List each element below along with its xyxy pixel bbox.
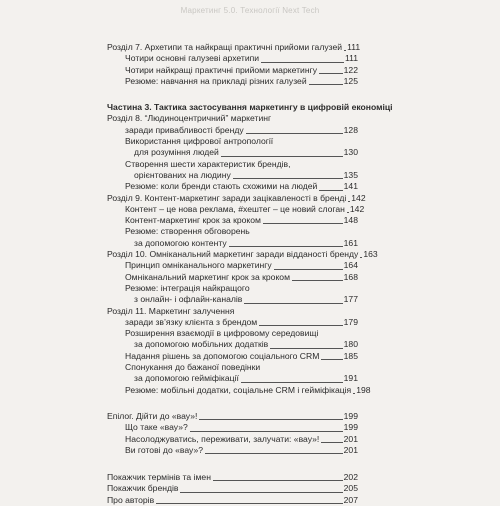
toc-entry-section — [107, 260, 358, 271]
dot-leader — [309, 84, 343, 85]
dot-leader — [244, 303, 342, 304]
toc-entry-page: 122 — [343, 64, 358, 75]
toc-entry-section: Створення шести характеристик брендів, — [125, 158, 291, 169]
toc-entry-section — [107, 215, 358, 226]
toc-entry-section: Резюме: створення обговорень — [125, 226, 250, 237]
dot-leader — [221, 156, 343, 157]
toc-entry-section — [107, 65, 358, 76]
toc-entry-index-brands — [107, 483, 358, 494]
toc-entry-page: 125 — [343, 75, 358, 86]
toc-entry-title: Покажчик брендів — [107, 483, 179, 494]
toc-entry-section — [107, 272, 358, 283]
toc-entry-title: Резюме: коли бренди стають схожими на людей — [125, 181, 318, 192]
toc-entry-page: 199 — [343, 410, 358, 421]
toc-entry-section: Спонукання до бажаної поведінки — [125, 362, 261, 373]
toc-entry-index-terms — [107, 472, 358, 483]
toc-entry-title: Розділ 9. Контент-маркетинг заради зацікавленості в бренді — [107, 192, 347, 203]
dot-leader — [190, 431, 343, 432]
toc-entry-title: заради привабливості бренду — [125, 124, 244, 135]
toc-entry-page: 111 — [344, 53, 358, 64]
dot-leader — [261, 62, 344, 63]
toc-entry-page: 207 — [343, 494, 358, 505]
toc-entry-title: Чотири основні галузеві архетипи — [125, 53, 260, 64]
toc-entry-page: 201 — [343, 444, 358, 455]
toc-entry-title: Розділ 7. Архетипи та найкращі практичні прийоми галузей — [107, 42, 343, 52]
table-of-contents — [107, 42, 393, 506]
toc-entry-section — [107, 351, 358, 362]
toc-entry-section-cont — [107, 238, 358, 249]
dot-leader — [270, 348, 342, 349]
toc-entry-title: Контент-маркетинг крок за кроком — [125, 215, 261, 226]
toc-entry-title: орієнтованих на людину — [134, 169, 231, 180]
toc-entry-section — [107, 384, 371, 396]
toc-entry-title: Про авторів — [107, 494, 155, 505]
toc-entry-page: 198 — [356, 384, 371, 395]
toc-entry-page: 163 — [363, 249, 378, 260]
toc-entry-title: Омніканальний маркетинг крок за кроком — [125, 271, 290, 282]
toc-entry-section — [107, 181, 358, 192]
toc-entry-about-authors — [107, 495, 358, 506]
dot-leader — [156, 503, 343, 504]
toc-entry-title: Що таке «вау»? — [125, 422, 188, 433]
dot-leader — [233, 178, 343, 179]
toc-entry-page: 199 — [343, 422, 358, 433]
dot-leader — [274, 269, 343, 270]
dot-leader — [180, 492, 342, 493]
toc-entry-page: 201 — [343, 433, 358, 444]
dot-leader — [353, 393, 355, 394]
toc-entry-chapter-10 — [107, 249, 378, 260]
toc-entry-page: 141 — [343, 181, 358, 192]
toc-entry-chapter-11-cont — [107, 317, 358, 328]
dot-leader — [205, 453, 343, 454]
toc-entry-page: 130 — [343, 147, 358, 158]
toc-entry-epilogue — [107, 411, 358, 422]
toc-entry-section — [107, 203, 365, 215]
toc-entry-section — [107, 445, 358, 456]
toc-entry-title: Покажчик термінів та імен — [107, 472, 211, 483]
toc-entry-page: 168 — [343, 271, 358, 282]
dot-leader — [199, 419, 342, 420]
toc-entry-title: з онлайн- і офлайн-каналів — [134, 294, 243, 305]
toc-entry-page: 202 — [343, 472, 358, 483]
toc-entry-title: Надання рішень за допомогою соціального CRM — [125, 350, 320, 361]
toc-entry-section-cont — [107, 147, 358, 158]
dot-leader — [344, 50, 346, 51]
toc-entry-section-cont — [107, 373, 358, 384]
toc-entry-page: 177 — [343, 294, 358, 305]
dot-leader — [241, 382, 343, 383]
toc-entry-chapter-11: Розділ 11. Маркетинг залучення — [107, 305, 235, 316]
dot-leader — [292, 280, 343, 281]
toc-entry-page: 135 — [343, 169, 358, 180]
toc-entry-title: Контент – це нова реклама, #хештег – це новий слоган — [125, 203, 345, 214]
toc-entry-page: 180 — [343, 339, 358, 350]
dot-leader — [246, 133, 343, 134]
toc-entry-page: 142 — [351, 192, 366, 203]
dot-leader — [263, 223, 343, 224]
toc-entry-page: 148 — [343, 215, 358, 226]
toc-entry-section: Використання цифрової антропології — [125, 136, 274, 147]
toc-entry-title: Розділ 10. Омніканальний маркетинг заради відданості бренду — [107, 249, 359, 260]
toc-entry-chapter-8: Розділ 8. “Людиноцентричний” маркетинг — [107, 113, 272, 124]
toc-entry-section — [107, 76, 358, 87]
dot-leader — [348, 201, 350, 202]
dot-leader — [259, 325, 342, 326]
toc-entry-section — [107, 422, 358, 433]
toc-entry-section — [107, 434, 358, 445]
toc-entry-section-cont — [107, 294, 358, 305]
toc-entry-section-cont — [107, 339, 358, 350]
toc-entry-page: 161 — [343, 237, 358, 248]
toc-entry-section: Резюме: інтеграція найкращого — [125, 282, 250, 293]
toc-entry-page: 142 — [349, 203, 365, 214]
dot-leader — [319, 73, 343, 74]
toc-entry-page: 164 — [343, 260, 358, 271]
toc-entry-title: Резюме: мобільні додатки, соціальне CRM і гейміфікація — [125, 384, 352, 395]
dot-leader — [229, 246, 343, 247]
toc-entry-title: Принцип омніканального маркетингу — [125, 260, 272, 271]
dot-leader — [319, 190, 342, 191]
toc-entry-page: 191 — [343, 373, 358, 384]
toc-entry-title: за допомогою контенту — [134, 237, 227, 248]
toc-entry-section: Розширення взаємодії в цифровому середовищі — [125, 328, 319, 339]
toc-entry-page: 128 — [343, 124, 358, 135]
toc-entry-title: Епілог. Дійти до «вау»! — [107, 410, 198, 421]
toc-entry-page: 111 — [347, 42, 361, 52]
dot-leader — [321, 442, 342, 443]
dot-leader — [360, 257, 362, 258]
toc-entry-section — [107, 53, 358, 64]
toc-entry-page: 179 — [343, 316, 358, 327]
toc-entry-section-cont — [107, 170, 358, 181]
toc-entry-chapter-9 — [107, 192, 366, 204]
toc-entry-page: 185 — [343, 350, 358, 361]
toc-entry-title: Чотири найкращі практичні прийоми маркетингу — [125, 64, 317, 75]
toc-part-heading: Частина 3. Тактика застосування маркетингу в цифровій економіці — [107, 102, 393, 113]
toc-entry-title: Ви готові до «вау»? — [125, 444, 204, 455]
toc-entry-title: за допомогою гейміфікації — [134, 373, 239, 384]
dot-leader — [347, 212, 349, 213]
dot-leader — [321, 359, 342, 360]
toc-entry-title: заради зв’язку клієнта з брендом — [125, 316, 258, 327]
toc-entry-title: для розуміння людей — [134, 147, 219, 158]
toc-entry-chapter-8-cont — [107, 125, 358, 136]
toc-entry-chapter-7 — [107, 42, 361, 53]
running-head: Маркетинг 5.0. Технології Next Tech — [180, 6, 320, 15]
toc-entry-title: Насолоджуватись, переживати, залучати: «вау»! — [125, 433, 320, 444]
toc-entry-title: за допомогою мобільних додатків — [134, 339, 269, 350]
dot-leader — [213, 480, 343, 481]
toc-entry-title: Резюме: навчання на прикладі різних галузей — [125, 75, 307, 86]
toc-entry-page: 205 — [343, 483, 358, 494]
